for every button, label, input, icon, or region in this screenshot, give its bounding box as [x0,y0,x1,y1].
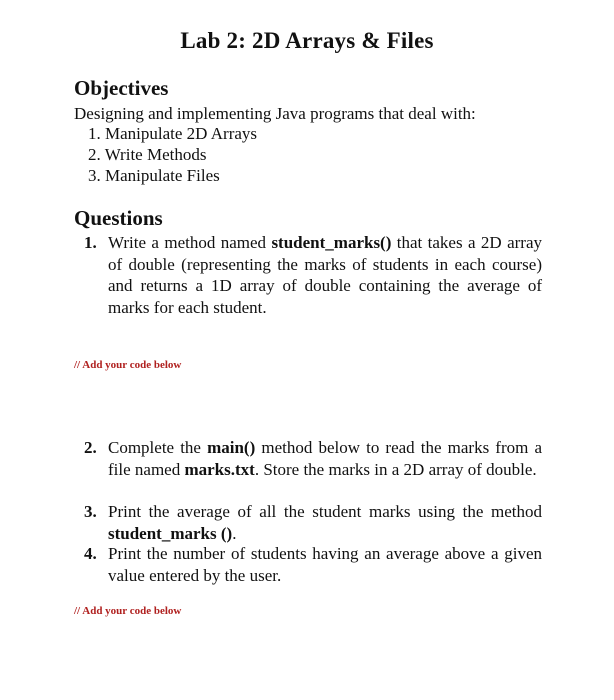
question-text [108,501,542,544]
file-name: marks.txt [184,459,255,479]
question-text [108,437,542,480]
question-text [108,232,542,318]
method-name: main() [207,438,256,457]
question-text-part: . Store the marks in a 2D array of double. [254,459,537,479]
question-text: Print the number of students having an average above a given value entered by the user. [108,544,542,585]
objectives-heading: Objectives [74,76,169,100]
objective-item: 2. Write Methods [88,145,207,164]
question-number: 3. [84,502,97,521]
objectives-intro: Designing and implementing Java programs that deal with: [74,104,476,123]
question-text-part: Complete the [108,438,208,457]
code-placeholder-comment: // Add your code below [74,359,182,371]
objectives-list [88,123,257,186]
objective-item: 1. Manipulate 2D Arrays [88,124,258,143]
method-name: student_marks() [271,233,392,252]
question-3 [84,501,542,544]
question-text-part: method below to read the marks from a file named [108,438,542,479]
method-name: student_marks () [108,523,233,543]
question-2 [84,437,542,480]
question-1 [84,232,542,318]
question-text-part: that takes a 2D array of double (representing the marks of students in each course) and returns a 1D array of double containing the average of marks for each student. [108,233,542,317]
objective-item: 3. Manipulate Files [88,166,220,185]
question-number: 1. [84,233,97,252]
page-title: Lab 2: 2D Arrays & Files [180,28,434,53]
question-text-part: Write a method named [108,233,272,252]
code-placeholder-comment: // Add your code below [74,605,182,617]
questions-heading: Questions [74,206,163,230]
question-text-part: . [232,523,237,543]
question-4 [84,543,542,586]
question-number: 2. [84,438,97,457]
question-number: 4. [84,544,97,563]
question-text-part: Print the average of all the student marks using the method [108,502,542,521]
